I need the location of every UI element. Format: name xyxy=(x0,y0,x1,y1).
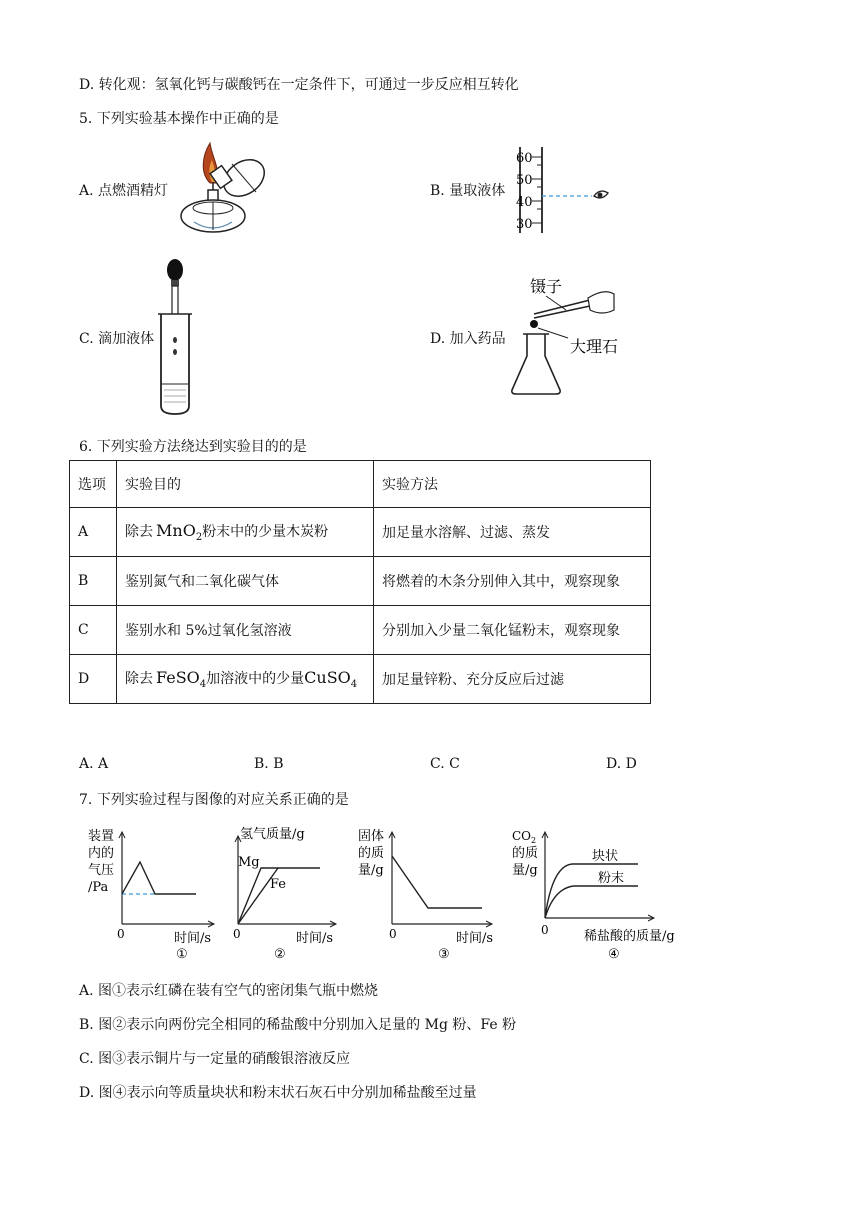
row-goal: 除去 FeSO$_4$加溶液中的少量CuSO$_4$ xyxy=(117,655,374,704)
g4-ylabel-1: $CO_2$ xyxy=(512,829,537,845)
header-method: 实验方法 xyxy=(374,461,651,508)
label-tweezers: 镊子 xyxy=(530,277,563,296)
table-row xyxy=(70,557,651,606)
g3-ylabel-3: 量/g xyxy=(358,863,384,878)
g2-xlabel: 时间/s xyxy=(296,931,334,946)
g2-number: ② xyxy=(274,947,286,962)
q5-option-b: B. 量取液体 xyxy=(430,183,506,199)
header-goal: 实验目的 xyxy=(117,461,374,508)
g4-label-powder: 粉末 xyxy=(598,871,625,886)
dropper-test-tube-figure xyxy=(155,256,205,416)
row-option: A xyxy=(70,508,117,557)
g1-ylabel-3: 气压 xyxy=(88,863,115,878)
row-method: 分别加入少量二氧化锰粉末，观察现象 xyxy=(374,606,651,655)
g4-ylabel-2: 的质 xyxy=(512,846,539,861)
q7-option-d: D. 图④表示向等质量块状和粉末状石灰石中分别加稀盐酸至过量 xyxy=(79,1085,477,1101)
g4-origin: 0 xyxy=(541,923,549,937)
q7-option-a: A. 图①表示红磷在装有空气的密闭集气瓶中燃烧 xyxy=(79,983,379,999)
header-option: 选项 xyxy=(70,461,117,508)
q6-choice-a: A. A xyxy=(79,756,109,772)
cylinder-tick-40: 40 xyxy=(516,195,533,210)
table-row xyxy=(70,655,651,704)
row-option: C xyxy=(70,606,117,655)
g4-number: ④ xyxy=(608,947,620,962)
hand-icon xyxy=(588,292,614,313)
g1-number: ① xyxy=(176,947,188,962)
table-header-row xyxy=(70,461,651,508)
row-method: 加足量水溶解、过滤、蒸发 xyxy=(374,508,651,557)
graph-4 xyxy=(512,822,688,962)
g4-series-powder xyxy=(545,886,638,918)
g2-label-mg: Mg xyxy=(238,855,260,870)
q7-option-b: B. 图②表示向两份完全相同的稀盐酸中分别加入足量的 Mg 粉、Fe 粉 xyxy=(79,1017,517,1033)
g4-series-lump xyxy=(545,864,638,918)
g1-ylabel-1: 装置 xyxy=(88,829,115,844)
g1-ylabel-2: 内的 xyxy=(88,846,115,861)
option-d-previous: D. 转化观：氢氧化钙与碳酸钙在一定条件下，可通过一步反应相互转化 xyxy=(79,77,519,93)
row-option: B xyxy=(70,557,117,606)
g1-ylabel-4: /Pa xyxy=(88,880,109,895)
g3-ylabel-1: 固体 xyxy=(358,829,385,844)
question-5-stem: 5. 下列实验基本操作中正确的是 xyxy=(79,111,279,127)
q5-option-c: C. 滴加液体 xyxy=(79,331,155,347)
g2-ylabel: 氢气质量/g xyxy=(240,827,305,842)
tweezers-flask-figure xyxy=(508,272,643,396)
table-row xyxy=(70,508,651,557)
q5-option-a: A. 点燃酒精灯 xyxy=(79,183,169,199)
g4-label-lump: 块状 xyxy=(592,849,619,864)
row-option: D xyxy=(70,655,117,704)
q7-option-c: C. 图③表示铜片与一定量的硝酸银溶液反应 xyxy=(79,1051,351,1067)
g2-label-fe: Fe xyxy=(270,877,287,892)
question-7-stem: 7. 下列实验过程与图像的对应关系正确的是 xyxy=(79,792,349,808)
q6-choice-d: D. D xyxy=(606,756,637,772)
g1-origin: 0 xyxy=(117,927,125,941)
row-method: 将燃着的木条分别伸入其中，观察现象 xyxy=(374,557,651,606)
graduated-cylinder-figure xyxy=(510,143,620,235)
q6-choice-c: C. C xyxy=(430,756,460,772)
cylinder-tick-50: 50 xyxy=(516,173,533,188)
graph-1 xyxy=(82,822,222,962)
g2-origin: 0 xyxy=(233,927,241,941)
g3-xlabel: 时间/s xyxy=(456,931,494,946)
g1-series-line xyxy=(122,862,196,894)
graph-3 xyxy=(358,822,512,962)
g3-series-line xyxy=(392,856,482,908)
label-marble: 大理石 xyxy=(570,337,619,356)
row-goal: 鉴别氮气和二氧化碳气体 xyxy=(117,557,374,606)
row-method: 加足量锌粉、充分反应后过滤 xyxy=(374,655,651,704)
g3-origin: 0 xyxy=(389,927,397,941)
q6-choice-b: B. B xyxy=(254,756,284,772)
experiment-table xyxy=(69,460,651,704)
g4-ylabel-3: 量/g xyxy=(512,863,538,878)
q5-option-d: D. 加入药品 xyxy=(430,331,506,347)
alcohol-lamp-figure xyxy=(172,138,272,238)
table-row xyxy=(70,606,651,655)
cylinder-tick-60: 60 xyxy=(516,151,533,166)
g4-xlabel: 稀盐酸的质量/g xyxy=(584,929,675,944)
row-goal: 除去 MnO$_2$粉末中的少量木炭粉 xyxy=(117,508,374,557)
g3-number: ③ xyxy=(438,947,450,962)
cylinder-tick-30: 30 xyxy=(516,217,533,232)
question-6-stem: 6. 下列实验方法绕达到实验目的的是 xyxy=(79,439,307,455)
g3-ylabel-2: 的质 xyxy=(358,846,385,861)
graph-2 xyxy=(228,822,352,962)
g1-xlabel: 时间/s xyxy=(174,931,212,946)
row-goal: 鉴别水和 5%过氧化氢溶液 xyxy=(117,606,374,655)
